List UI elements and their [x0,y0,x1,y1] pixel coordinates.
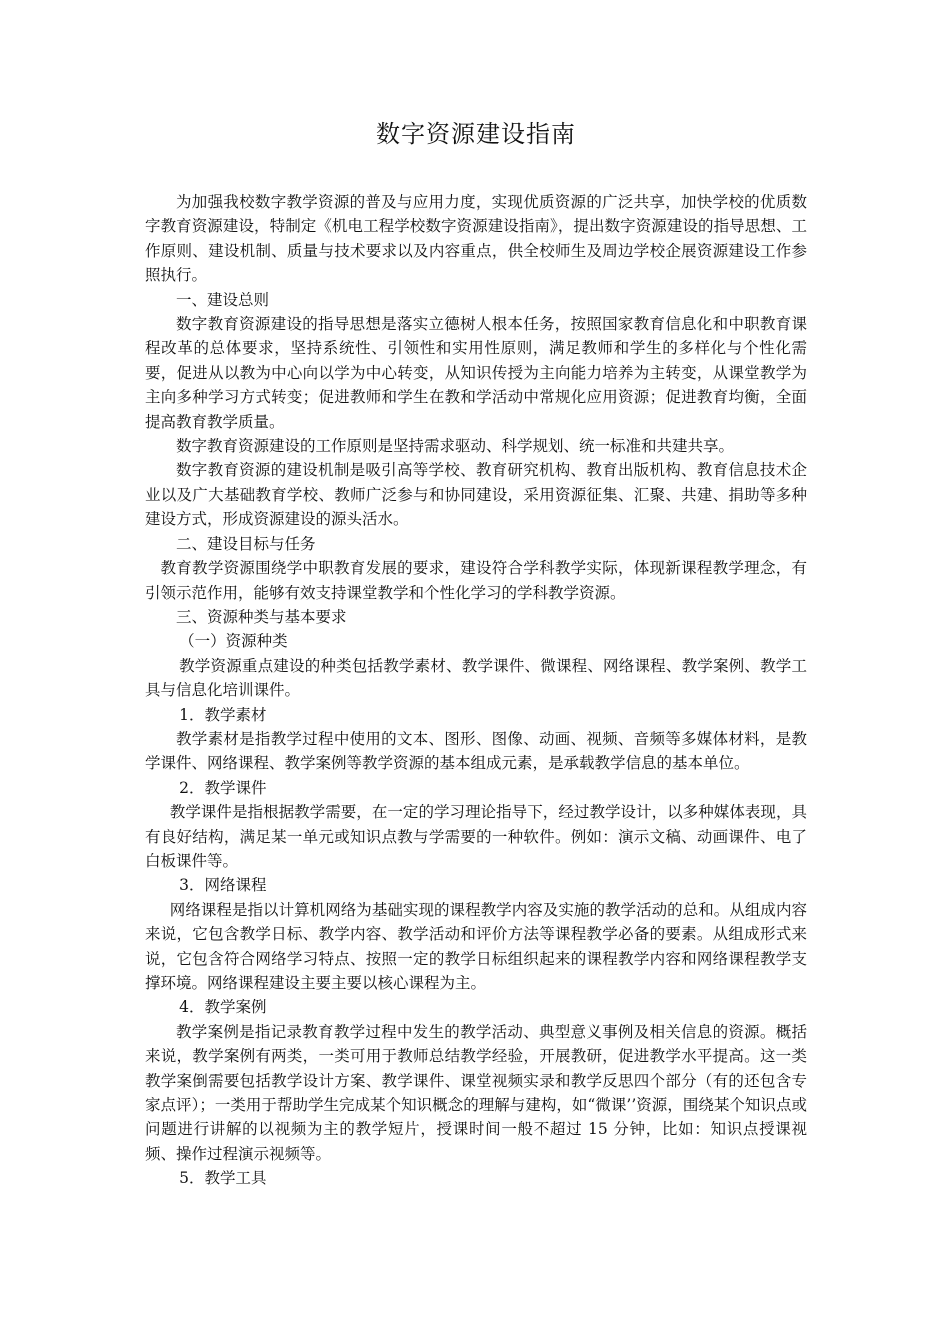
paragraph-courseware: 教学课件是指根据教学需要，在一定的学习理论指导下，经过教学设计，以多种媒体表现，具有良好结构，满足某一单元或知识点教与学需要的一种软件。例如：演示文稿、动画课件、电了白板课件等。 [145,803,807,870]
subsection-heading-resource-types: （一）资源种类 [179,632,288,651]
item-heading-3: 3．网络课程 [179,876,267,895]
document-title: 数字资源建设指南 [376,120,576,148]
item-heading-1: 1．教学素材 [179,705,267,724]
paragraph-mechanism: 数字教育资源的建设机制是吸引高等学校、教育研究机构、教育出版机构、教育信息技术企业以及广大基础教育学校、教师广泛参与和协同建设，采用资源征集、汇聚、共建、捐助等多种建设方式，形成资源建设的源头活水。 [145,461,807,529]
paragraph-resource-types: 教学资源重点建设的种类包括教学素材、教学课件、微课程、网络课程、教学案例、教学工具与信息化培训课件。 [145,656,807,700]
paragraph-online-course: 网络课程是指以计算机网络为基础实现的课程教学内容及实施的教学活动的总和。从组成内容来说，它包含教学日标、教学内容、教学活动和评价方法等课程教学必备的要素。从组成形式来说，它包含符合网络学习特点、按照一定的教学日标组织起来的课程教学内容和网络课程教学支撑环境。网络课程建设主要主要以核心课程为主。 [145,900,807,992]
item-heading-4: 4．教学案例 [179,998,267,1017]
section-heading-1: 一、建设总则 [176,290,270,309]
paragraph-teaching-case: 教学案例是指记录教育教学过程中发生的教学活动、典型意义事例及相关信息的资源。概括来说，教学案例有两类，一类可用于教师总结教学经验，开展教研，促进教学水平提高。这一类教学案倒需要包括教学设计方案、教学课件、课堂视频实录和教学反思四个部分（有的还包含专家点评）；一类用于帮助学生完成某个知识概念的理解与建构，如“微课’’资源，围绕某个知识点或问题进行讲解的以视频为主的教学短片，授课时间一般不超过 15 分钟，比如：知识点授课视频、操作过程演示视频等。 [145,1022,807,1163]
item-heading-5: 5．教学工具 [179,1169,267,1188]
section-heading-2: 二、建设目标与任务 [176,534,316,553]
document-body [145,190,807,1191]
paragraph-intro: 为加强我校数字教学资源的普及与应用力度，实现优质资源的广泛共享，加快学校的优质数字教育资源建设，特制定《机电工程学校数字资源建设指南》，提出数字资源建设的指导思想、工作原则、建设机制、质量与技术要求以及内容重点，供全校师生及周边学校企展资源建设工作参照执行。 [145,193,807,285]
section-heading-3: 三、资源种类与基本要求 [176,607,347,626]
paragraph-goals: 教育教学资源围绕学中职教育发展的要求，建设符合学科教学实际，体现新课程教学理念，有引领示范作用，能够有效支持课堂教学和个性化学习的学科教学资源。 [145,559,807,602]
item-heading-2: 2．教学课件 [179,778,267,797]
paragraph-work-principle: 数字教育资源建设的工作原则是坚持需求驱动、科学规划、统一标准和共建共享。 [176,437,735,456]
paragraph-guiding-idea: 数字教育资源建设的指导思想是落实立德树人根本任务，按照国家教育信息化和中职教育课程改革的总体要求，坚持系统性、引领性和实用性原则，满足教师和学生的多样化与个性化需要，促进从以教为中心向以学为中心转变，从知识传授为主向能力培养为主转变，从课堂教学为主向多种学习方式转变；促进教师和学生在教和学活动中常规化应用资源；促进教育均衡，全面提高教育教学质量。 [145,315,807,431]
paragraph-teaching-material: 教学素材是指教学过程中使用的文本、图形、图像、动画、视频、音频等多媒体材料，是教学课件、网络课程、教学案例等教学资源的基本组成元素，是承载教学信息的基本单位。 [145,729,807,773]
